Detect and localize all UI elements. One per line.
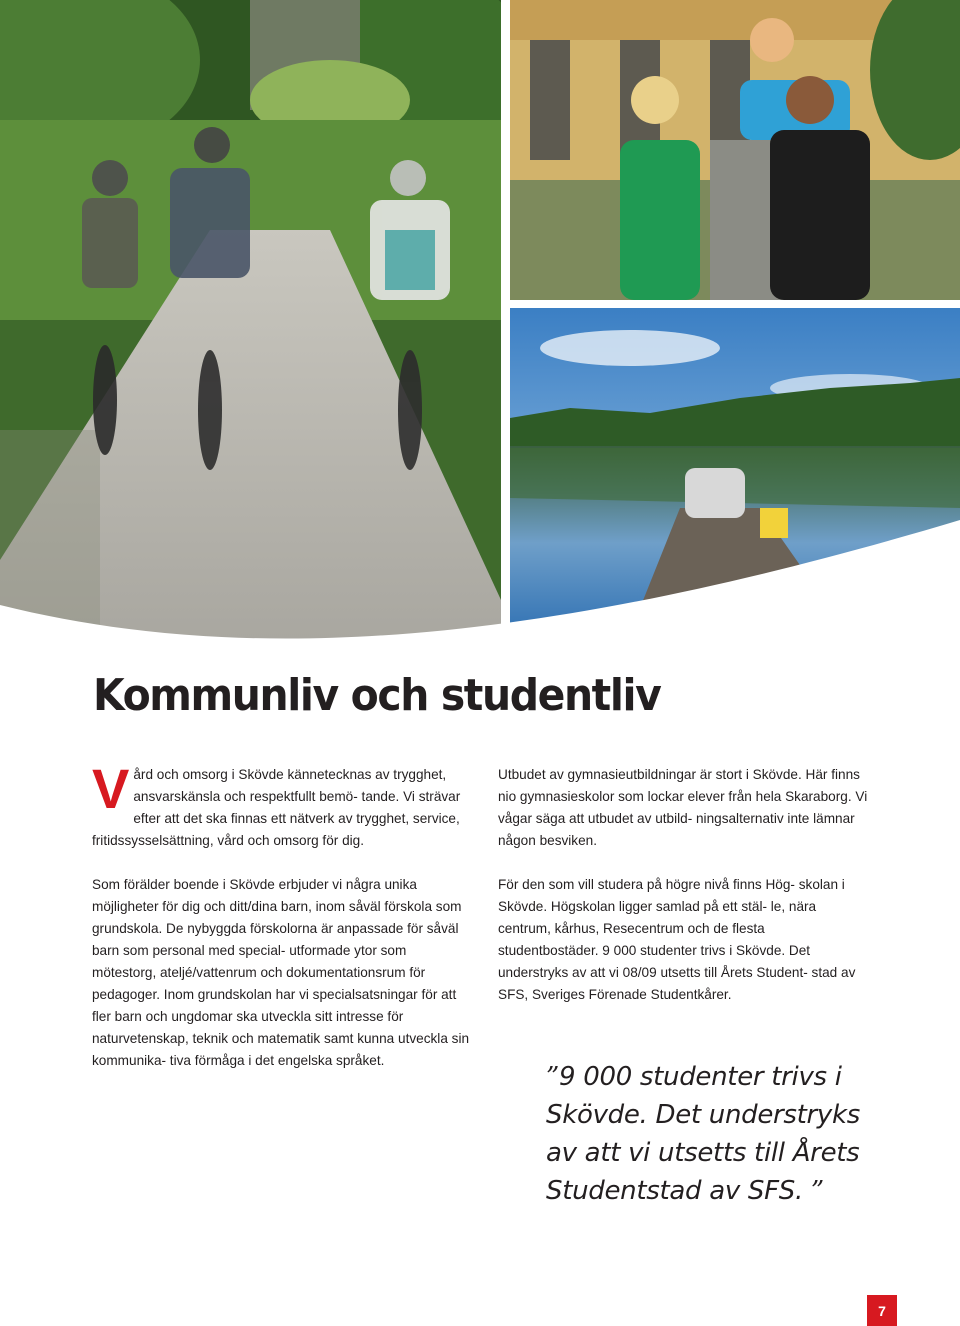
paragraph: Som förälder boende i Skövde erbjuder vi några unika möjligheter för dig och ditt/dina barn, inom såväl förskola som grundskola. De nybyggda förskolorna är anpassade för såväl barn som personal med special- utformade ytor som mötestorg, ateljé/vattenrum och dokumentationsrum för pedagoger. Inom grundskolan har vi specialsatsningar för att fler barn och ungdomar ska utveckla sitt intresse för naturvetenskap, teknik och matematik samt kunna utveckla sin kommunika- tiva förmåga i det engelska språket. xyxy=(92,877,470,1068)
left-column xyxy=(92,757,472,1072)
intro-paragraph xyxy=(92,757,472,852)
page-number-text: 7 xyxy=(878,1302,886,1319)
close-quote-mark: ” xyxy=(810,1176,824,1206)
page-title: Kommunliv och studentliv xyxy=(93,670,661,721)
open-quote-mark: ” xyxy=(546,1062,559,1092)
drop-cap: V xyxy=(92,757,130,820)
pull-quote xyxy=(546,1058,886,1210)
page-number xyxy=(867,1295,897,1326)
quote-text: 9 000 studenter trivs i Skövde. Det understryks av att vi utsetts till Årets Studentstad av SFS. xyxy=(546,1062,861,1206)
right-column xyxy=(498,764,868,1006)
photo-students xyxy=(510,0,960,300)
intro-text: ård och omsorg i Skövde kännetecknas av trygghet, ansvarskänsla och respektfullt bemö- tande. Vi strävar efter att det ska finnas ett nätverk av trygghet, service, fritidssysselsättning, vård och omsorg för dig. xyxy=(92,767,461,848)
paragraph: För den som vill studera på högre nivå finns Hög- skolan i Skövde. Högskolan ligger samlad på ett stäl- le, nära centrum, kårhus, Resecentrum och de flesta studentbostäder. 9 000 studenter trivs i Skövde. Det understryks av att vi 08/09 utsetts till Årets Student- stad av SFS, Sveriges Förenade Studentkårer. xyxy=(498,877,856,1002)
white-curve xyxy=(0,520,960,670)
paragraph: Utbudet av gymnasieutbildningar är stort i Skövde. Här finns nio gymnasieskolor som lockar elever från hela Skaraborg. Vi vågar säga att utbudet av utbild- ningsalternativ inte lämnar någon besviken. xyxy=(498,767,868,848)
